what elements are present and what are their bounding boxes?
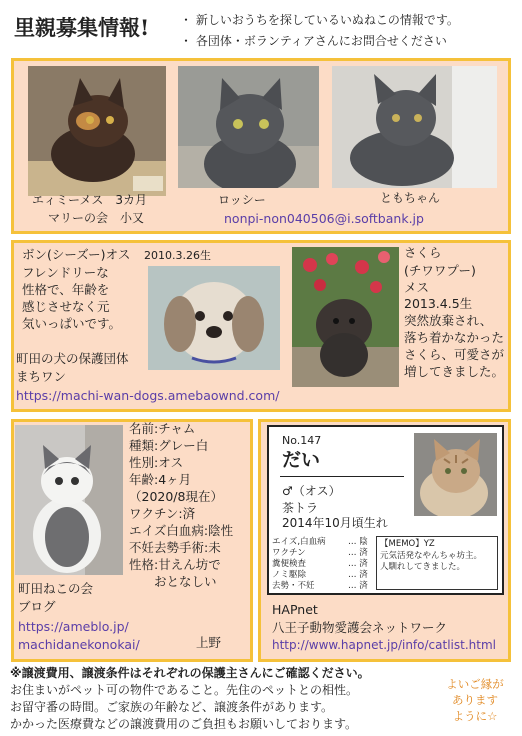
dai-check-value: … 陰 [348, 537, 368, 547]
closing-line: よいご縁が [446, 677, 504, 691]
cham-profile-line: エイズ白血病:陰性 [129, 523, 234, 538]
cat-tomo-caption: ともちゃん [380, 191, 441, 205]
dai-memo-line-1: 元気活発なやんちゃ坊主。 [380, 551, 483, 561]
closing-line: あります [452, 693, 498, 708]
dai-check-label: ノミ駆除 [272, 570, 307, 580]
cham-contact: 上野 [196, 635, 222, 650]
cat-photo-cham [15, 425, 123, 575]
cats-email-link[interactable]: nonpi-non040506@i.softbank.jp [224, 211, 424, 226]
dog-bon-line: 気いっぱいです。 [22, 316, 122, 331]
dogs-url-link[interactable]: https://machi-wan-dogs.amebaownd.com/ [16, 388, 280, 403]
dog-bon-line: 性格で、年齢を [22, 282, 110, 297]
cat-amy-caption: エィミーメス 3カ月 [32, 193, 148, 207]
dai-type: 茶トラ [282, 501, 319, 515]
dog-photo-bon [148, 266, 280, 370]
closing-line: ように☆ [452, 709, 498, 724]
footer-note-line: お留守番の時間。ご家族の年齢など、譲渡条件があります。 [10, 700, 334, 714]
dai-check-value: … 済 [348, 548, 368, 558]
dog-sakura-desc-line: 突然放棄され、 [404, 313, 493, 328]
dogs-org-line-2: まちワン [16, 369, 67, 384]
footer-note-line: お住まいがペット可の物件であること。先住のペットとの相性。 [10, 683, 359, 697]
dog-sakura-desc-line: 落ち着かなかった [404, 330, 505, 345]
cham-profile-line: 性格:甘えん坊で [129, 557, 221, 572]
dai-name-underline [280, 476, 404, 477]
dogs-org-line-1: 町田の犬の保護団体 [16, 351, 129, 366]
dog-sakura-desc-line: さくら、可愛さが [404, 347, 505, 362]
cham-url-link-1[interactable]: https://ameblo.jp/ [18, 619, 129, 634]
cham-profile-line: 不妊去勢手術:未 [129, 540, 221, 555]
dog-bon-birthdate: 2010.3.26生 [144, 249, 211, 262]
dai-check-label: 糞便検査 [272, 559, 307, 569]
dai-check-value: … 済 [348, 559, 368, 569]
cat-photo-rossy [178, 66, 319, 188]
dai-memo-title: 【MEMO】YZ [380, 539, 435, 549]
dai-name: だい [282, 449, 321, 471]
dai-check-label: ワクチン [272, 548, 306, 558]
hapnet-name: HAPnet [272, 602, 318, 617]
hapnet-url-link[interactable]: http://www.hapnet.jp/info/catlist.html [272, 638, 496, 652]
cham-profile-line: ワクチン:済 [129, 506, 196, 521]
cat-photo-amy [28, 66, 166, 196]
header-bullet-2: ・ 各団体・ボランティアさんにお問合せください [180, 34, 447, 48]
dai-check-value: … 済 [348, 581, 368, 591]
cat-photo-dai [414, 433, 497, 516]
dog-bon-line: ボン(シーズー)オス [22, 247, 131, 262]
cat-rossy-caption: ロッシー [218, 193, 266, 207]
cham-profile-line: 種類:グレー白 [129, 438, 209, 453]
cat-photo-tomo [332, 66, 497, 188]
cham-profile-line: おとなしい [129, 574, 217, 589]
cham-profile-line: 年齢:4ヶ月 [129, 472, 192, 487]
cham-org-line-2: ブログ [18, 599, 56, 614]
footer-note-line: かかった医療費などの譲渡費用のご負担もお願いしております。 [10, 717, 358, 731]
cham-profile-line: 名前:チャム [129, 421, 196, 436]
header-bullet-1: ・ 新しいおうちを探しているいぬねこの情報です。 [180, 13, 459, 27]
dai-sex: ♂（オス） [282, 484, 341, 498]
cham-profile-line: （2020/8現在） [129, 489, 223, 504]
dog-photo-sakura [292, 247, 399, 387]
dog-bon-line: 感じさせなく元 [22, 299, 110, 314]
cham-url-link-2[interactable]: machidanekonokai/ [18, 637, 140, 652]
footer-note-line: ※譲渡費用、譲渡条件はそれぞれの保護主さんにご確認ください。 [10, 666, 370, 680]
dog-sakura-line: メス [404, 280, 430, 295]
dai-memo-line-2: 人馴れしてきました。 [380, 562, 466, 572]
dai-number: No.147 [282, 434, 322, 447]
cats-org: マリーの会 小又 [48, 211, 145, 225]
dog-sakura-line: (チワワプー) [404, 263, 476, 278]
dai-birth: 2014年10月頃生れ [282, 516, 388, 530]
hapnet-org: 八王子動物愛護会ネットワーク [272, 620, 448, 635]
dai-check-label: 去勢・不妊 [272, 581, 315, 591]
footer-closing [436, 676, 514, 724]
dog-bon-line: フレンドリーな [22, 265, 109, 280]
page-title: 里親募集情報! [14, 15, 150, 40]
dog-sakura-line: さくら [404, 245, 442, 260]
dai-check-label: エイズ,白血病 [272, 537, 326, 547]
dog-sakura-desc-line: 増してきました。 [404, 364, 505, 379]
dog-sakura-birthdate: 2013.4.5生 [404, 296, 473, 311]
cham-org-line-1: 町田ねこの会 [18, 581, 94, 596]
cham-profile-line: 性別:オス [129, 455, 184, 470]
dai-check-value: … 済 [348, 570, 368, 580]
